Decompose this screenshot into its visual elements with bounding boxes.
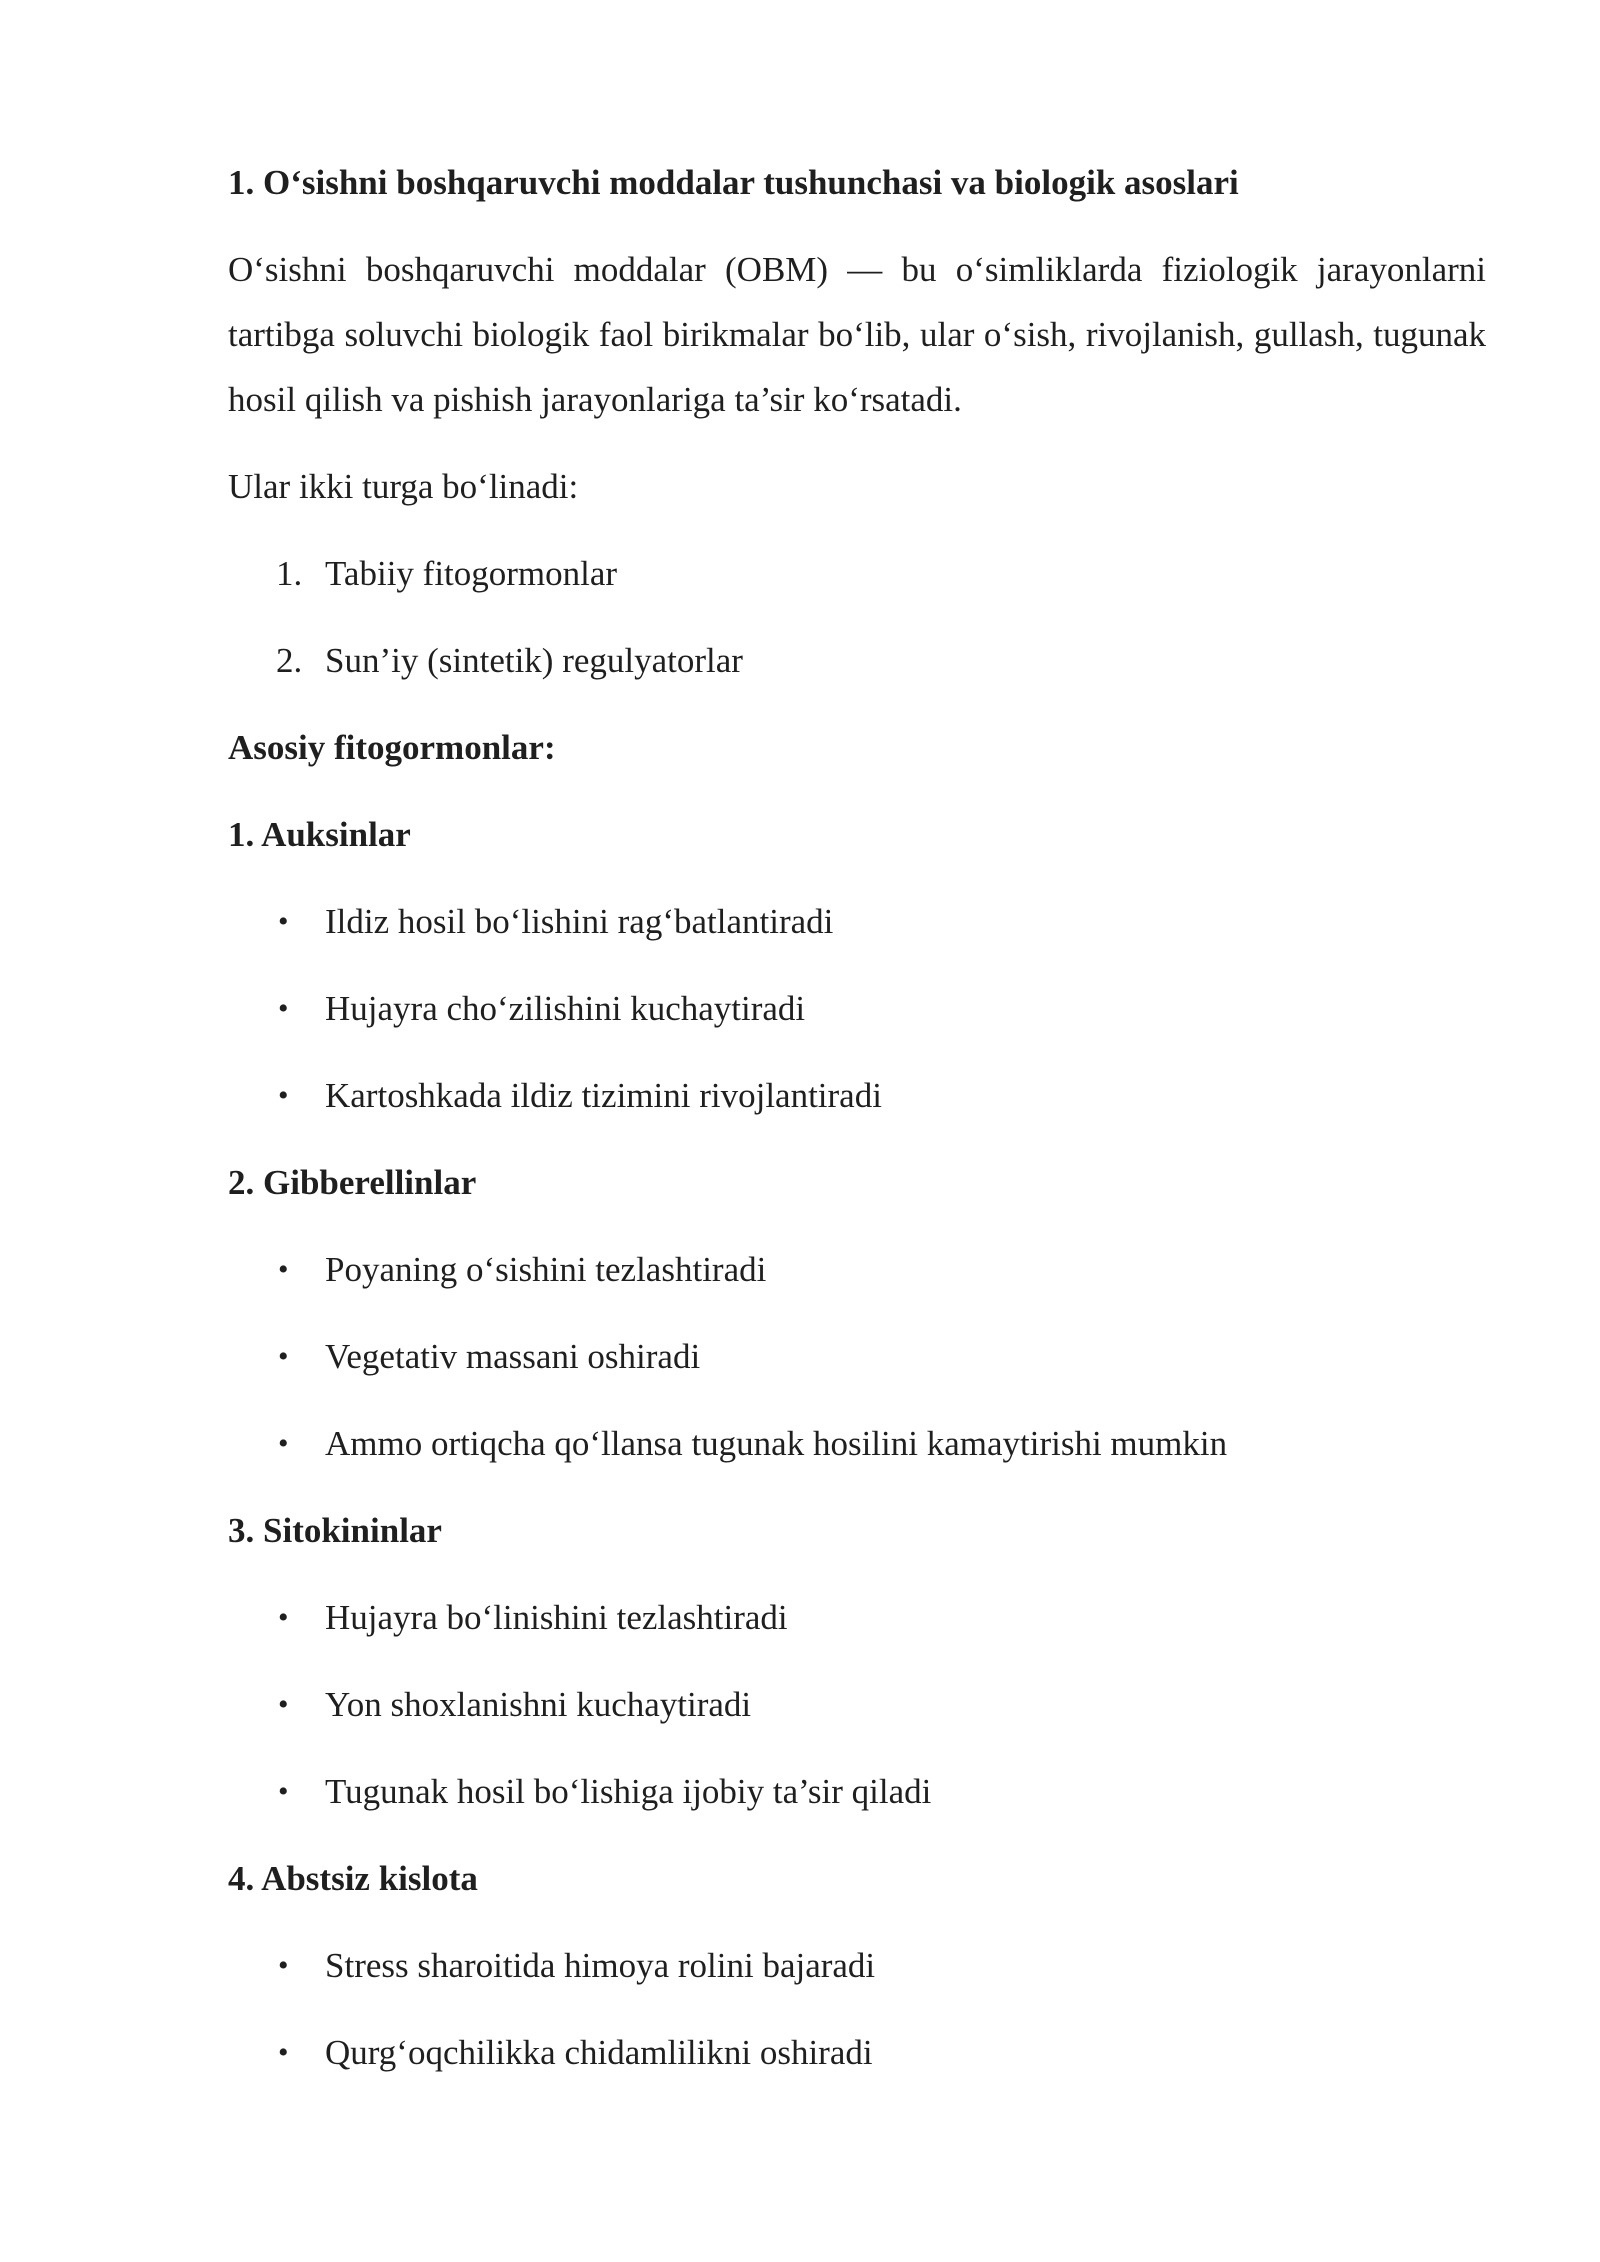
subsection-heading: 3. Sitokininlar (228, 1511, 442, 1550)
section-title: 1. O‘sishni boshqaruvchi moddalar tushunchasi va biologik asoslari (228, 163, 1239, 202)
bullet-icon: • (278, 1949, 289, 1982)
bullet-icon: • (278, 1775, 289, 1808)
bullet-text: Stress sharoitida himoya rolini bajaradi (325, 1946, 876, 1985)
list-number: 1. (276, 554, 303, 593)
bullet-text: Hujayra cho‘zilishini kuchaytiradi (325, 989, 806, 1028)
bullet-icon: • (278, 1601, 289, 1634)
bullet-item (228, 1585, 1486, 1650)
bullet-icon: • (278, 905, 289, 938)
bullet-icon: • (278, 992, 289, 1025)
bullet-text: Ildiz hosil bo‘lishini rag‘batlantiradi (325, 902, 834, 941)
bullet-icon: • (278, 2036, 289, 2069)
bullet-icon: • (278, 1688, 289, 1721)
bullet-item (228, 1237, 1486, 1302)
bullet-text: Poyaning o‘sishini tezlashtiradi (325, 1250, 767, 1289)
bullet-icon: • (278, 1340, 289, 1373)
subsection-heading: 2. Gibberellinlar (228, 1163, 477, 1202)
list-item (228, 541, 1486, 606)
bullet-item (228, 976, 1486, 1041)
bullet-text: Qurg‘oqchilikka chidamlilikni oshiradi (325, 2033, 873, 2072)
bullet-item (228, 1933, 1486, 1998)
bullet-item (228, 1063, 1486, 1128)
bullet-icon: • (278, 1253, 289, 1286)
list-item-text: Sun’iy (sintetik) regulyatorlar (325, 641, 743, 680)
main-heading: Asosiy fitogormonlar: (228, 728, 556, 767)
document-page (228, 150, 1486, 2085)
bullet-item (228, 1759, 1486, 1824)
bullet-text: Tugunak hosil bo‘lishiga ijobiy ta’sir qiladi (325, 1772, 932, 1811)
bullet-text: Ammo ortiqcha qo‘llansa tugunak hosilini kamaytirishi mumkin (325, 1424, 1228, 1463)
types-intro: Ular ikki turga bo‘linadi: (228, 467, 579, 506)
subsection-heading: 4. Abstsiz kislota (228, 1859, 478, 1898)
bullet-item (228, 2020, 1486, 2085)
list-number: 2. (276, 641, 303, 680)
bullet-item (228, 1672, 1486, 1737)
bullet-item (228, 1324, 1486, 1389)
bullet-icon: • (278, 1427, 289, 1460)
intro-paragraph: O‘sishni boshqaruvchi moddalar (OBM) — bu o‘simliklarda fiziologik jarayonlarni tartibga soluvchi biologik faol birikmalar bo‘lib, ular o‘sish, rivojlanish, gullash, tugunak hosil qilish va pishish jarayonlariga ta’sir ko‘rsatadi. (228, 250, 1486, 419)
subsection-heading: 1. Auksinlar (228, 815, 411, 854)
list-item-text: Tabiiy fitogormonlar (325, 554, 618, 593)
bullet-text: Yon shoxlanishni kuchaytiradi (325, 1685, 752, 1724)
bullet-item (228, 1411, 1486, 1476)
bullet-text: Vegetativ massani oshiradi (325, 1337, 701, 1376)
list-item (228, 628, 1486, 693)
bullet-text: Hujayra bo‘linishini tezlashtiradi (325, 1598, 788, 1637)
bullet-text: Kartoshkada ildiz tizimini rivojlantiradi (325, 1076, 882, 1115)
bullet-item (228, 889, 1486, 954)
bullet-icon: • (278, 1079, 289, 1112)
